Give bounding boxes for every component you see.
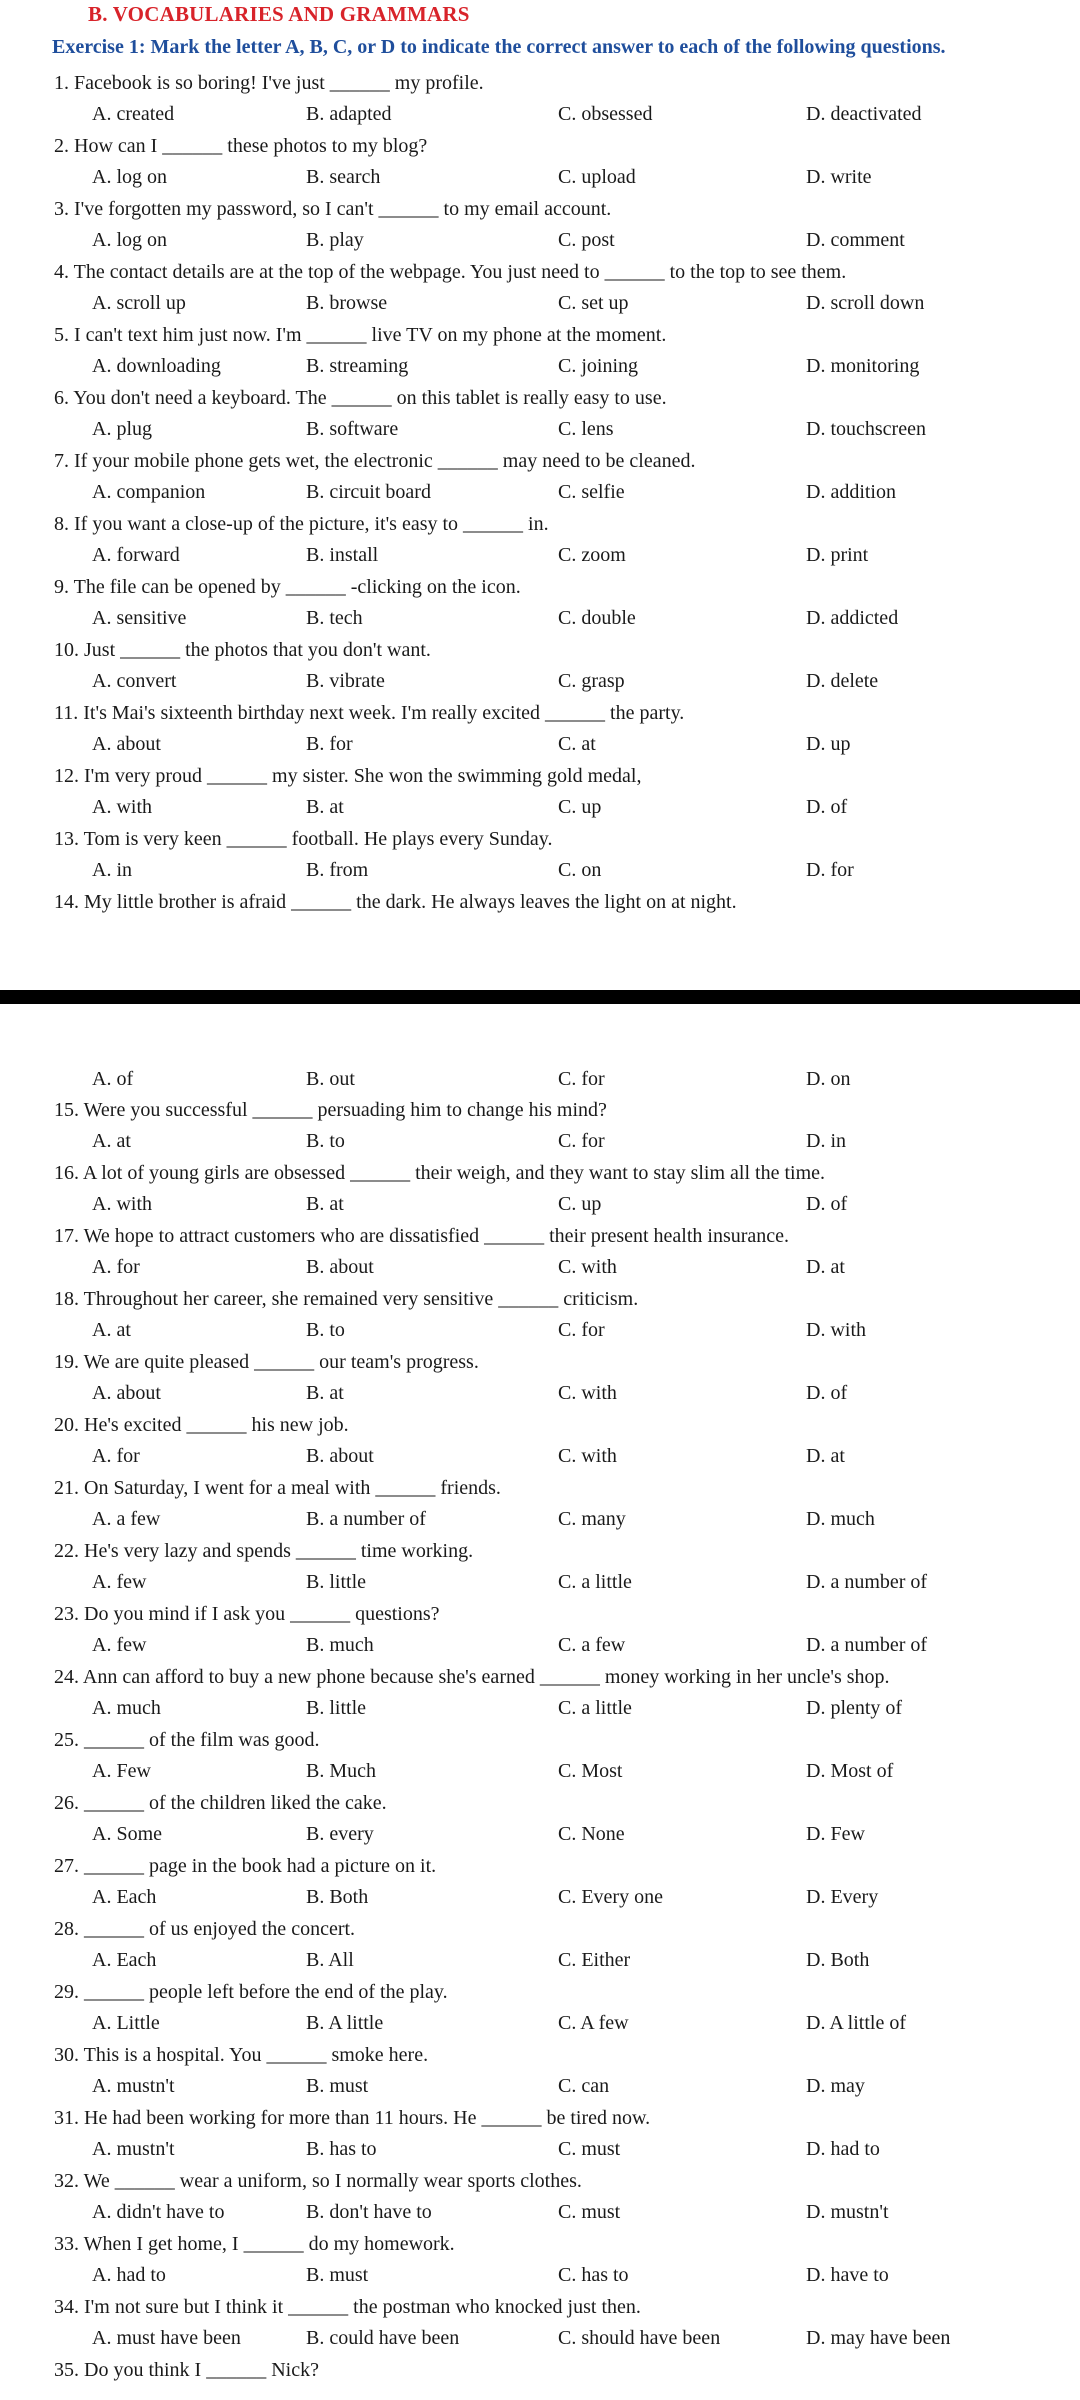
option-b: B. at (306, 1382, 344, 1404)
option-b: B. little (306, 1697, 366, 1719)
option-b: B. tech (306, 607, 363, 629)
question-text: 33. When I get home, I ______ do my homework. (54, 2233, 455, 2255)
carried-options-q14 (0, 1064, 1080, 1095)
question-item (0, 1095, 1080, 1158)
question-item (0, 1725, 1080, 1788)
question-text: 5. I can't text him just now. I'm ______ live TV on my phone at the moment. (54, 324, 667, 346)
question-item (0, 1851, 1080, 1914)
question-text: 23. Do you mind if I ask you ______ questions? (54, 1603, 440, 1625)
question-text: 17. We hope to attract customers who are dissatisfied ______ their present health insurance. (54, 1225, 790, 1247)
question-text: 30. This is a hospital. You ______ smoke here. (54, 2044, 429, 2066)
question-text: 9. The file can be opened by ______ -clicking on the icon. (54, 576, 521, 598)
option-c: C. joining (558, 355, 639, 377)
option-c: C. with (558, 1445, 617, 1467)
option-d: D. for (806, 859, 854, 881)
option-b: B. vibrate (306, 670, 385, 692)
question-item (0, 1599, 1080, 1662)
option-d: D. may (806, 2075, 865, 2097)
option-c: C. should have been (558, 2327, 721, 2349)
option-d: D. in (806, 1130, 846, 1152)
question-text: 15. Were you successful ______ persuading him to change his mind? (54, 1099, 607, 1121)
question-text: 11. It's Mai's sixteenth birthday next week. I'm really excited ______ the party. (54, 702, 685, 724)
option-a: A. plug (92, 418, 152, 440)
option-a: A. Few (92, 1760, 151, 1782)
option-b: B. about (306, 1256, 374, 1278)
option-c: C. for (558, 1068, 605, 1090)
option-c: C. on (558, 859, 602, 881)
option-a: A. companion (92, 481, 206, 503)
option-b: B. Much (306, 1760, 376, 1782)
question-text: 34. I'm not sure but I think it ______ the postman who knocked just then. (54, 2296, 641, 2318)
question-text: 19. We are quite pleased ______ our team's progress. (54, 1351, 479, 1373)
option-a: A. sensitive (92, 607, 187, 629)
question-item (0, 698, 1080, 761)
question-text: 25. ______ of the film was good. (54, 1729, 320, 1751)
question-item (0, 761, 1080, 824)
option-b: B. for (306, 733, 353, 755)
option-b: B. little (306, 1571, 366, 1593)
option-c: C. double (558, 607, 636, 629)
question-text: 35. Do you think I ______ Nick? (54, 2359, 319, 2381)
question-text: 3. I've forgotten my password, so I can't ______ to my email account. (54, 198, 612, 220)
option-c: C. grasp (558, 670, 625, 692)
option-a: A. Some (92, 1823, 162, 1845)
question-item (0, 2166, 1080, 2229)
option-c: C. at (558, 733, 596, 755)
question-item (0, 2229, 1080, 2292)
question-item (0, 824, 1080, 887)
option-d: D. delete (806, 670, 879, 692)
option-c: C. can (558, 2075, 610, 2097)
option-d: D. of (806, 796, 848, 818)
question-text: 14. My little brother is afraid ______ the dark. He always leaves the light on at night. (54, 891, 737, 913)
option-c: C. a few (558, 1634, 626, 1656)
option-a: A. scroll up (92, 292, 186, 314)
option-a: A. with (92, 796, 152, 818)
question-item (0, 2292, 1080, 2355)
option-c: C. with (558, 1382, 617, 1404)
option-c: C. Most (558, 1760, 623, 1782)
option-b: B. much (306, 1634, 374, 1656)
option-b: B. has to (306, 2138, 377, 2160)
question-text: 21. On Saturday, I went for a meal with ______ friends. (54, 1477, 501, 1499)
option-b: B. Both (306, 1886, 369, 1908)
question-text: 7. If your mobile phone gets wet, the electronic ______ may need to be cleaned. (54, 450, 696, 472)
option-a: A. at (92, 1319, 131, 1341)
option-d: D. mustn't (806, 2201, 889, 2223)
option-b: B. browse (306, 292, 388, 314)
option-a: A. at (92, 1130, 131, 1152)
question-item (0, 1914, 1080, 1977)
option-c: C. must (558, 2201, 621, 2223)
question-text: 1. Facebook is so boring! I've just ______ my profile. (54, 72, 484, 94)
option-c: C. up (558, 1193, 602, 1215)
option-d: D. A little of (806, 2012, 906, 2034)
option-a: A. about (92, 733, 161, 755)
question-text: 27. ______ page in the book had a picture on it. (54, 1855, 437, 1877)
option-d: D. may have been (806, 2327, 951, 2349)
option-b: B. about (306, 1445, 374, 1467)
option-d: D. Both (806, 1949, 870, 1971)
worksheet-page-1 (0, 0, 1080, 990)
option-a: A. Each (92, 1949, 157, 1971)
option-b: B. play (306, 229, 364, 251)
option-b: B. to (306, 1130, 345, 1152)
option-b: B. to (306, 1319, 345, 1341)
option-d: D. Few (806, 1823, 865, 1845)
question-item (0, 2040, 1080, 2103)
option-a: A. had to (92, 2264, 166, 2286)
option-c: C. obsessed (558, 103, 653, 125)
option-b: B. adapted (306, 103, 392, 125)
question-item (0, 446, 1080, 509)
option-d: D. had to (806, 2138, 880, 2160)
option-a: A. log on (92, 229, 167, 251)
exercise-title: Exercise 1: Mark the letter A, B, C, or D to indicate the correct answer to each of the following questions. (52, 36, 946, 58)
question-text: 32. We ______ wear a uniform, so I normally wear sports clothes. (54, 2170, 582, 2192)
option-c: C. selfie (558, 481, 625, 503)
option-a: A. Each (92, 1886, 157, 1908)
option-d: D. deactivated (806, 103, 922, 125)
option-d: D. print (806, 544, 869, 566)
option-b: B. software (306, 418, 399, 440)
option-d: D. at (806, 1445, 845, 1467)
question-list-page-2 (0, 1064, 1080, 2386)
option-a: A. much (92, 1697, 161, 1719)
option-c: C. post (558, 229, 615, 251)
question-item (0, 1221, 1080, 1284)
option-d: D. up (806, 733, 851, 755)
option-c: C. with (558, 1256, 617, 1278)
question-item (0, 1410, 1080, 1473)
option-c: C. for (558, 1319, 605, 1341)
option-b: B. A little (306, 2012, 384, 2034)
option-d: D. addicted (806, 607, 899, 629)
option-b: B. must (306, 2075, 369, 2097)
option-c: C. lens (558, 418, 614, 440)
option-d: D. with (806, 1319, 866, 1341)
option-a: A. about (92, 1382, 161, 1404)
option-d: D. addition (806, 481, 896, 503)
option-a: A. for (92, 1445, 140, 1467)
option-a: A. of (92, 1068, 134, 1090)
question-item (0, 509, 1080, 572)
option-c: C. a little (558, 1697, 632, 1719)
option-a: A. mustn't (92, 2075, 175, 2097)
option-a: A. must have been (92, 2327, 241, 2349)
question-item (0, 1662, 1080, 1725)
question-item (0, 572, 1080, 635)
option-a: A. mustn't (92, 2138, 175, 2160)
option-c: C. A few (558, 2012, 629, 2034)
question-item (0, 1284, 1080, 1347)
question-text: 31. He had been working for more than 11 hours. He ______ be tired now. (54, 2107, 651, 2129)
question-text: 26. ______ of the children liked the cake. (54, 1792, 387, 1814)
option-d: D. scroll down (806, 292, 925, 314)
question-item (0, 131, 1080, 194)
option-c: C. Every one (558, 1886, 663, 1908)
option-a: A. convert (92, 670, 177, 692)
option-d: D. write (806, 166, 872, 188)
question-text: 13. Tom is very keen ______ football. He plays every Sunday. (54, 828, 553, 850)
question-text: 28. ______ of us enjoyed the concert. (54, 1918, 356, 1940)
question-text: 10. Just ______ the photos that you don't want. (54, 639, 431, 661)
option-d: D. a number of (806, 1634, 928, 1656)
option-d: D. comment (806, 229, 905, 251)
option-c: C. zoom (558, 544, 626, 566)
option-d: D. Most of (806, 1760, 894, 1782)
option-d: D. on (806, 1068, 851, 1090)
option-d: D. plenty of (806, 1697, 903, 1719)
question-text: 8. If you want a close-up of the picture, it's easy to ______ in. (54, 513, 549, 535)
option-b: B. circuit board (306, 481, 431, 503)
worksheet-page-2 (0, 1004, 1080, 2400)
option-b: B. could have been (306, 2327, 460, 2349)
option-a: A. downloading (92, 355, 221, 377)
option-c: C. upload (558, 166, 636, 188)
option-b: B. streaming (306, 355, 409, 377)
question-text: 6. You don't need a keyboard. The ______ on this tablet is really easy to use. (54, 387, 667, 409)
option-d: D. a number of (806, 1571, 928, 1593)
question-item (0, 1158, 1080, 1221)
question-item (0, 1788, 1080, 1851)
question-text: 18. Throughout her career, she remained very sensitive ______ criticism. (54, 1288, 639, 1310)
option-b: B. out (306, 1068, 355, 1090)
question-item (0, 194, 1080, 257)
option-c: C. set up (558, 292, 629, 314)
option-c: C. must (558, 2138, 621, 2160)
option-d: D. much (806, 1508, 875, 1530)
option-a: A. with (92, 1193, 152, 1215)
question-item (0, 68, 1080, 131)
option-a: A. a few (92, 1508, 161, 1530)
question-item (0, 1347, 1080, 1410)
option-b: B. install (306, 544, 379, 566)
option-a: A. Little (92, 2012, 160, 2034)
option-b: B. at (306, 796, 344, 818)
question-text: 20. He's excited ______ his new job. (54, 1414, 349, 1436)
question-item (0, 2355, 1080, 2386)
option-a: A. few (92, 1634, 147, 1656)
option-d: D. have to (806, 2264, 889, 2286)
option-b: B. every (306, 1823, 374, 1845)
option-d: D. touchscreen (806, 418, 926, 440)
option-a: A. few (92, 1571, 147, 1593)
question-text: 2. How can I ______ these photos to my blog? (54, 135, 428, 157)
question-text: 12. I'm very proud ______ my sister. She won the swimming gold medal, (54, 765, 642, 787)
question-text: 29. ______ people left before the end of the play. (54, 1981, 448, 2003)
option-a: A. in (92, 859, 132, 881)
option-a: A. didn't have to (92, 2201, 225, 2223)
option-b: B. don't have to (306, 2201, 432, 2223)
question-text: 4. The contact details are at the top of the webpage. You just need to ______ to the top to see them. (54, 261, 847, 283)
option-c: C. many (558, 1508, 626, 1530)
option-c: C. a little (558, 1571, 632, 1593)
option-c: C. has to (558, 2264, 629, 2286)
option-d: D. at (806, 1256, 845, 1278)
option-a: A. log on (92, 166, 167, 188)
question-text: 16. A lot of young girls are obsessed ______ their weigh, and they want to stay slim all the time. (54, 1162, 825, 1184)
option-a: A. created (92, 103, 175, 125)
option-b: B. search (306, 166, 381, 188)
option-a: A. forward (92, 544, 180, 566)
question-item (0, 383, 1080, 446)
question-item (0, 1536, 1080, 1599)
option-b: B. from (306, 859, 369, 881)
option-a: A. for (92, 1256, 140, 1278)
question-item (0, 635, 1080, 698)
option-d: D. Every (806, 1886, 879, 1908)
option-b: B. must (306, 2264, 369, 2286)
option-c: C. Either (558, 1949, 631, 1971)
question-item (0, 257, 1080, 320)
option-d: D. of (806, 1193, 848, 1215)
question-item (0, 887, 1080, 918)
option-c: C. None (558, 1823, 625, 1845)
question-text: 24. Ann can afford to buy a new phone because she's earned ______ money working in her uncle's shop. (54, 1666, 890, 1688)
option-c: C. up (558, 796, 602, 818)
option-b: B. All (306, 1949, 354, 1971)
option-b: B. a number of (306, 1508, 426, 1530)
page-separator (0, 990, 1080, 1004)
section-title: B. VOCABULARIES AND GRAMMARS (88, 2, 470, 26)
option-b: B. at (306, 1193, 344, 1215)
option-d: D. of (806, 1382, 848, 1404)
question-item (0, 320, 1080, 383)
question-item (0, 2103, 1080, 2166)
question-item (0, 1473, 1080, 1536)
option-c: C. for (558, 1130, 605, 1152)
option-d: D. monitoring (806, 355, 920, 377)
question-text: 22. He's very lazy and spends ______ time working. (54, 1540, 474, 1562)
question-item (0, 1977, 1080, 2040)
question-list-page-1 (0, 68, 1080, 918)
